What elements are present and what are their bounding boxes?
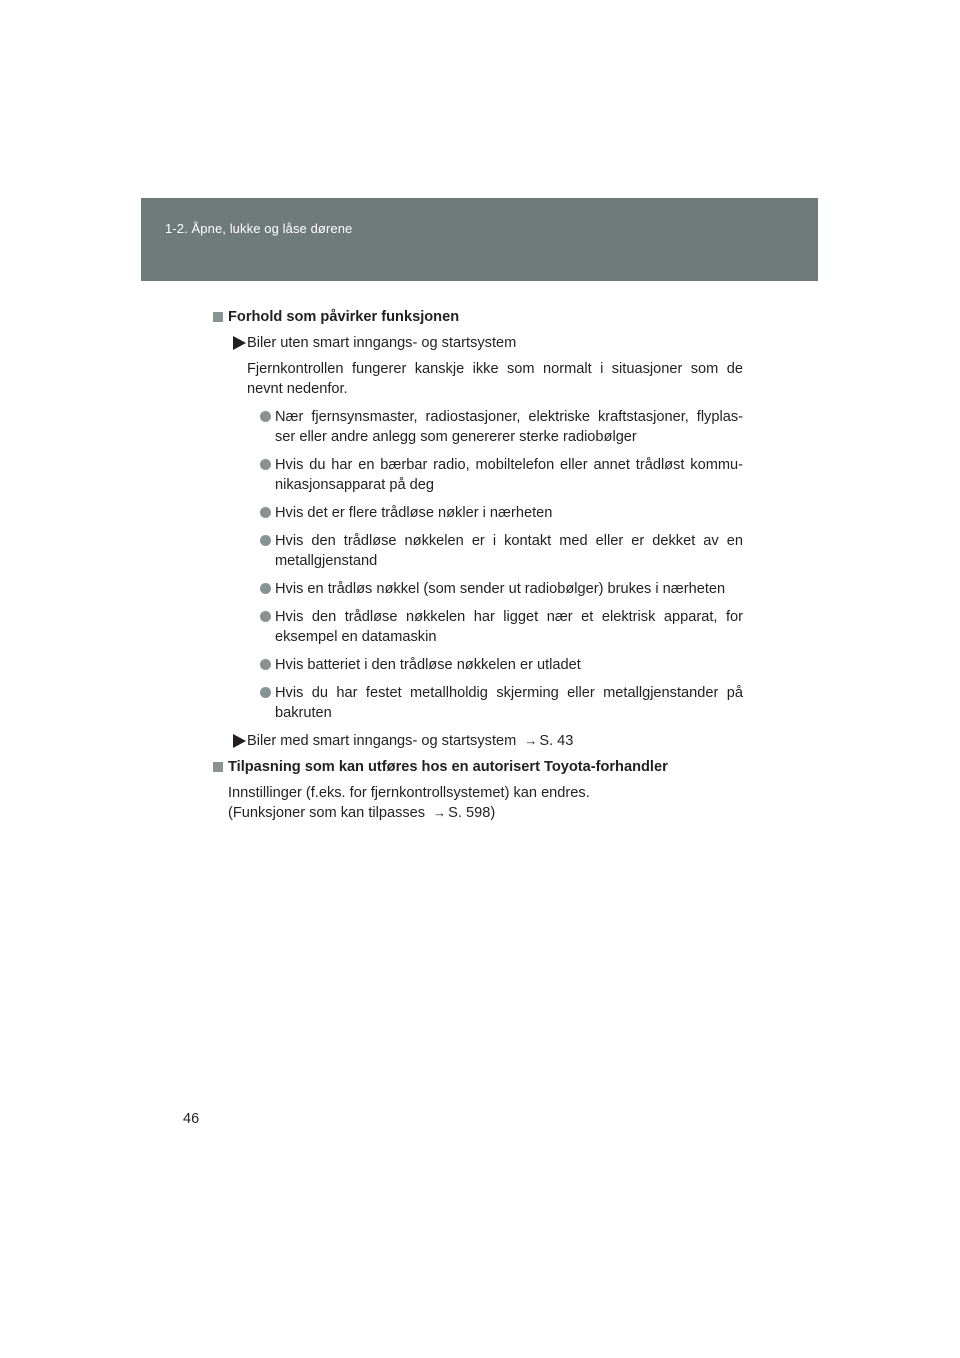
circle-bullet-icon: [260, 659, 271, 670]
section-heading-customization: [213, 757, 743, 777]
sub-heading-text: Biler uten smart inngangs- og startsystem: [247, 335, 517, 351]
page-reference-link[interactable]: S. 598): [448, 805, 496, 821]
list-item: [213, 579, 743, 599]
circle-bullet-icon: [260, 611, 271, 622]
page-reference-link[interactable]: S. 43: [539, 733, 574, 749]
page-number: 46: [183, 1111, 200, 1127]
list-item: [213, 407, 743, 447]
chapter-title: 1-2. Åpne, lukke og låse dørene: [165, 221, 353, 236]
section-heading-conditions: [213, 307, 743, 327]
list-item-text: Hvis du har festet metallholdig skjerming eller metallgjenstander på bakruten: [275, 685, 743, 721]
circle-bullet-icon: [260, 687, 271, 698]
sub-heading-with-smart: [213, 731, 743, 751]
customization-text: Innstillinger (f.eks. for fjernkontrollsystemet) kan endres.: [228, 785, 590, 801]
customization-reference: [213, 803, 743, 823]
list-item: [213, 531, 743, 571]
circle-bullet-icon: [260, 411, 271, 422]
list-item: [213, 455, 743, 495]
circle-bullet-icon: [260, 459, 271, 470]
list-item: [213, 607, 743, 647]
triangle-pointer-icon: [233, 734, 246, 748]
right-arrow-icon: →: [524, 733, 538, 748]
list-item: [213, 503, 743, 523]
triangle-pointer-icon: [233, 336, 246, 350]
chapter-header-band: [141, 198, 818, 281]
list-item: [213, 655, 743, 675]
square-bullet-icon: [213, 762, 223, 772]
circle-bullet-icon: [260, 507, 271, 518]
circle-bullet-icon: [260, 583, 271, 594]
conditions-list: [213, 407, 743, 723]
section-heading-text: Forhold som påvirker funksjonen: [228, 309, 460, 325]
list-item-text: Nær fjernsynsmaster, radiostasjoner, elektriske kraftstasjoner, flyplas- ser eller andre anlegg som genererer sterke radiobølger: [275, 409, 743, 445]
list-item-text: Hvis den trådløse nøkkelen har ligget nær et elektrisk apparat, for eksempel en datamaskin: [275, 609, 743, 645]
list-item-text: Hvis den trådløse nøkkelen er i kontakt med eller er dekket av en metallgjenstand: [275, 533, 743, 569]
sub-heading-without-smart: [213, 333, 743, 353]
sub-heading-text: Biler med smart inngangs- og startsystem: [247, 733, 517, 749]
page-content: [213, 307, 743, 823]
list-item: [213, 683, 743, 723]
list-item-text: Hvis du har en bærbar radio, mobiltelefon eller annet trådløst kommu- nikasjonsapparat på deg: [275, 457, 743, 493]
square-bullet-icon: [213, 312, 223, 322]
intro-paragraph: Fjernkontrollen fungerer kanskje ikke som normalt i situasjoner som de nevnt nedenfor.: [247, 361, 743, 397]
list-item-text: Hvis det er flere trådløse nøkler i nærheten: [275, 505, 553, 521]
customization-reference-text: (Funksjoner som kan tilpasses: [228, 805, 426, 821]
right-arrow-icon: →: [433, 805, 447, 820]
circle-bullet-icon: [260, 535, 271, 546]
list-item-text: Hvis batteriet i den trådløse nøkkelen er utladet: [275, 657, 581, 673]
section-heading-text: Tilpasning som kan utføres hos en autorisert Toyota-forhandler: [228, 759, 668, 775]
list-item-text: Hvis en trådløs nøkkel (som sender ut radiobølger) brukes i nærheten: [275, 581, 726, 597]
